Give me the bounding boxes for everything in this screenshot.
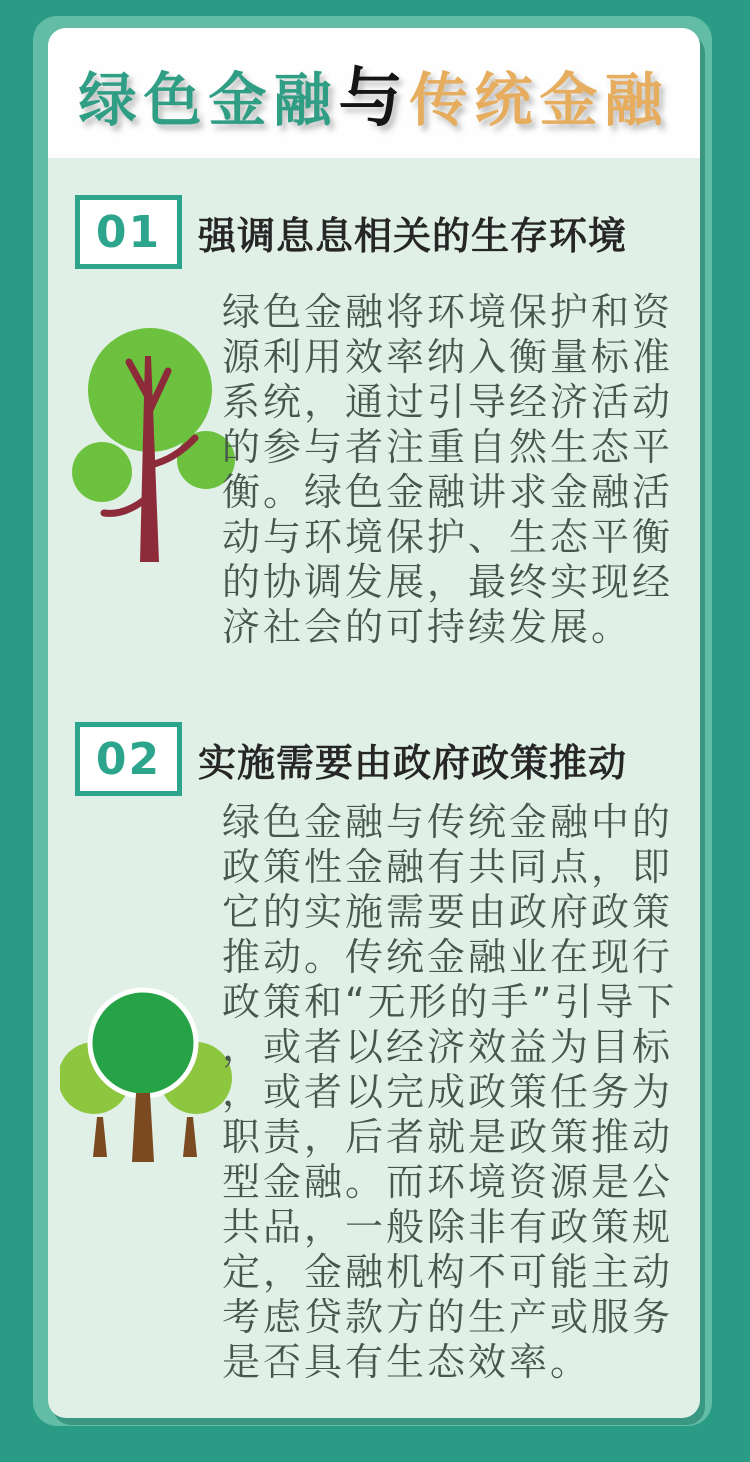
section-02-header <box>75 722 627 796</box>
title-traditional-finance: 传统金融 <box>409 66 670 134</box>
section-02-body-text: 绿色金融与传统金融中的政策性金融有共同点，即它的实施需要由政府政策推动。传统金融业在现行政策和“无形的手”引导下，或者以经济效益为目标，或者以完成政策任务为职责，后者就是政策推动型金融。而环境资源是公共品，一般除非有政策规定，金融机构不可能主动考虑贷款方的生产或服务是否具有生态效率。 <box>222 800 678 1384</box>
section-01-heading: 强调息息相关的生存环境 <box>198 213 628 258</box>
section-02-number-badge: 02 <box>75 722 182 796</box>
page-title <box>78 47 669 139</box>
infographic-card <box>48 28 700 1418</box>
section-01-body-text: 绿色金融将环境保护和资源利用效率纳入衡量标准系统，通过引导经济活动的参与者注重自然生态平衡。绿色金融讲求金融活动与环境保护、生态平衡的协调发展，最终实现经济社会的可持续发展。 <box>222 290 674 649</box>
section-02-heading: 实施需要由政府政策推动 <box>198 740 628 785</box>
section-01-header <box>75 195 627 269</box>
title-banner <box>48 28 700 158</box>
title-connector: 与 <box>338 62 410 136</box>
section-01-number-badge: 01 <box>75 195 182 269</box>
title-green-finance: 绿色金融 <box>78 66 339 134</box>
